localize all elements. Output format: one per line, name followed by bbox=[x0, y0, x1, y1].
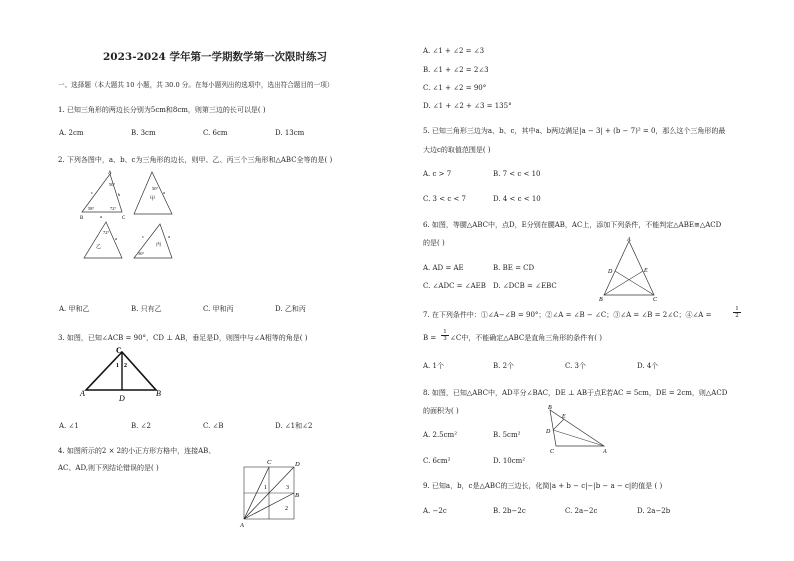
q4-option-c: C. ∠1 + ∠2 = 90° bbox=[423, 84, 487, 92]
label-angle-1: 1 bbox=[116, 363, 119, 369]
q9-stem: 9. 已知a，b，c是△ABC的三边长，化简|a + b − c|−|b − a − c|的值是 ( ) bbox=[423, 482, 663, 490]
label-angle-1: 1 bbox=[264, 485, 267, 491]
label-a: A bbox=[240, 522, 244, 529]
q3-option-d: D. ∠1和∠2 bbox=[275, 422, 313, 430]
page-title: 2023-2024 学年第一学期数学第一次限时练习 bbox=[103, 51, 327, 63]
q2-option-b: B. 只有乙 bbox=[131, 305, 162, 313]
q6-option-b: B. BE = CD bbox=[493, 264, 535, 272]
label-e: E bbox=[644, 268, 648, 274]
q1-option-a: A. 2cm bbox=[59, 129, 84, 137]
q1-option-b: B. 3cm bbox=[131, 129, 156, 137]
q3-option-b: B. ∠2 bbox=[131, 422, 151, 430]
q9-option-b: B. 2b−2c bbox=[493, 507, 526, 515]
label-a: A bbox=[80, 389, 85, 398]
triangle-acb bbox=[86, 352, 156, 390]
q3-figure bbox=[76, 344, 168, 402]
q6-stem-line2: 的是( ) bbox=[423, 239, 445, 247]
q6-figure bbox=[596, 235, 662, 303]
label-bing-side-c: c bbox=[142, 234, 144, 239]
q2-option-d: D. 乙和丙 bbox=[275, 305, 306, 313]
segment-ad bbox=[553, 430, 604, 446]
label-angle-50: 50° bbox=[109, 182, 116, 187]
q4-option-b: B. ∠1 + ∠2 = 2∠3 bbox=[423, 66, 489, 74]
label-c: C bbox=[267, 459, 272, 466]
q8-option-c: C. 6cm² bbox=[423, 457, 451, 465]
segment-de bbox=[553, 419, 564, 430]
q9-option-a: A. −2c bbox=[423, 507, 447, 515]
q7-option-c: C. 3个 bbox=[565, 362, 587, 370]
q7-option-d: D. 4个 bbox=[637, 362, 659, 370]
q7-fraction-2 bbox=[441, 329, 449, 342]
q7-option-b: B. 2个 bbox=[493, 362, 515, 370]
q7-fraction-2-num: 1 bbox=[441, 329, 449, 336]
triangle-abc bbox=[550, 410, 604, 446]
q2-option-c: C. 甲和丙 bbox=[203, 305, 234, 313]
q8-figure bbox=[540, 402, 614, 454]
q6-option-c: C. ∠ADC = ∠AEB bbox=[423, 282, 486, 290]
label-a: A bbox=[627, 237, 631, 243]
q7-fraction-1-num: 1 bbox=[733, 306, 741, 313]
label-side-c: c bbox=[91, 190, 93, 195]
q2-stem: 2. 下列各图中，a、b、c为三角形的边长，则甲、乙、丙三个三角形和△ABC全等的是( ) bbox=[58, 156, 333, 164]
label-b: B bbox=[295, 492, 299, 499]
label-angle-58: 58° bbox=[88, 206, 95, 211]
section-heading: 一、选择题（本大题共 10 小题，共 30.0 分。在每小题列出的选项中，选出符合题目的一项） bbox=[58, 81, 334, 89]
label-d: D bbox=[608, 269, 613, 275]
label-c: C bbox=[653, 297, 658, 303]
q7-fraction-1-den: 2 bbox=[735, 313, 739, 319]
label-angle-2: 2 bbox=[285, 506, 288, 512]
q5-option-d: D. 4 < c < 10 bbox=[493, 195, 541, 203]
label-side-b: b bbox=[118, 192, 121, 197]
q2-option-a: A. 甲和乙 bbox=[59, 305, 90, 313]
label-jia-angle: 50° bbox=[152, 186, 159, 191]
q1-option-c: C. 6cm bbox=[203, 129, 228, 137]
q3-stem: 3. 如图，已知∠ACB = 90°，CD ⊥ AB，垂足是D，则图中与∠A相等的角是( ) bbox=[58, 334, 308, 342]
label-c: C bbox=[550, 449, 555, 454]
q9-option-c: C. 2a−2c bbox=[565, 507, 598, 515]
q6-option-d: D. ∠DCB = ∠EBC bbox=[493, 282, 557, 290]
label-angle-2: 2 bbox=[124, 363, 127, 369]
q3-option-a: A. ∠1 bbox=[59, 422, 79, 430]
label-jia: 甲 bbox=[150, 197, 156, 202]
q3-option-c: C. ∠B bbox=[203, 422, 224, 430]
q8-option-b: B. 5cm² bbox=[493, 431, 521, 439]
q9-option-d: D. 2a−2b bbox=[637, 507, 671, 515]
label-bing-side-a: a bbox=[168, 234, 170, 239]
q2-figure bbox=[78, 168, 188, 260]
label-a-vertex: A bbox=[108, 171, 112, 176]
q5-stem-line2: 大边c的取值范围是( ) bbox=[423, 146, 491, 154]
q7-fraction-1 bbox=[733, 306, 741, 319]
q4-stem-line1: 4. 如图所示的2 × 2的小正方形方格中，连接AB、 bbox=[58, 447, 216, 455]
q7-stem-line1: 7. 在下列条件中：①∠A−∠B = 90°；②∠A = ∠B − ∠C；③∠A = ∠B = 2∠C；④∠A = bbox=[423, 311, 712, 319]
label-bing: 丙 bbox=[156, 243, 162, 248]
q8-stem-line2: 的面积为( ) bbox=[423, 407, 459, 415]
label-yi-angle: 72° bbox=[103, 230, 110, 235]
q6-stem-line1: 6. 如图，等腰△ABC中，点D，E分别在腰AB，AC上，添加下列条件，不能判定△ABE≅△ACD bbox=[423, 221, 722, 229]
label-yi-side: a bbox=[115, 236, 117, 241]
label-bing-angle: 50° bbox=[138, 251, 145, 256]
q8-option-a: A. 2.5cm² bbox=[423, 431, 458, 439]
label-side-a: a bbox=[100, 214, 102, 219]
q7-option-a: A. 1个 bbox=[423, 362, 444, 370]
q4-stem-line2: AC、AD,则下列结论错误的是( ) bbox=[58, 464, 159, 472]
label-d: D bbox=[295, 461, 300, 468]
q1-stem: 1. 已知三角形的两边长分别为5cm和8cm，则第三边的长可以是( ) bbox=[58, 106, 266, 114]
label-c: C bbox=[116, 346, 122, 355]
label-d: D bbox=[546, 429, 551, 435]
q8-stem-line1: 8. 如图，已知△ABC中，AD平分∠BAC，DE ⊥ AB于点E若AC = 5cm，DE = 2cm，则△ACD bbox=[423, 389, 728, 397]
q7-stem-line2b: ∠C中，不能确定△ABC是直角三角形的条件有( ) bbox=[450, 334, 602, 342]
label-angle-3: 3 bbox=[286, 485, 289, 491]
q5-option-b: B. 7 < c < 10 bbox=[493, 170, 541, 178]
label-c-vertex: C bbox=[122, 216, 126, 221]
label-yi: 乙 bbox=[96, 245, 102, 250]
q5-option-c: C. 3 < c < 7 bbox=[423, 195, 467, 203]
q4-figure bbox=[238, 455, 300, 529]
q4-option-d: D. ∠1 + ∠2 + ∠3 = 135° bbox=[423, 102, 512, 110]
q7-fraction-2-den: 3 bbox=[443, 336, 447, 342]
label-jia-side: a bbox=[163, 190, 165, 195]
q7-stem-line2a: B = bbox=[423, 334, 437, 342]
label-b-vertex: B bbox=[80, 216, 84, 221]
q4-option-a: A. ∠1 + ∠2 = ∠3 bbox=[423, 47, 485, 55]
label-angle-72: 72° bbox=[110, 206, 117, 211]
label-a: A bbox=[603, 449, 607, 454]
label-b: B bbox=[156, 389, 161, 398]
q5-option-a: A. c > 7 bbox=[423, 170, 452, 178]
q6-option-a: A. AD = AE bbox=[423, 264, 464, 272]
label-e: E bbox=[562, 414, 566, 420]
label-b: B bbox=[548, 405, 552, 411]
q8-option-d: D. 10cm² bbox=[493, 457, 526, 465]
triangle-jia bbox=[134, 172, 172, 214]
label-d: D bbox=[119, 394, 125, 402]
label-b: B bbox=[599, 297, 603, 303]
q5-stem-line1: 5. 已知三角形三边为a、b、c，其中a、b两边满足|a − 3| + (b − 7)² = 0，那么这个三角形的最 bbox=[423, 127, 726, 135]
q1-option-d: D. 13cm bbox=[275, 129, 305, 137]
